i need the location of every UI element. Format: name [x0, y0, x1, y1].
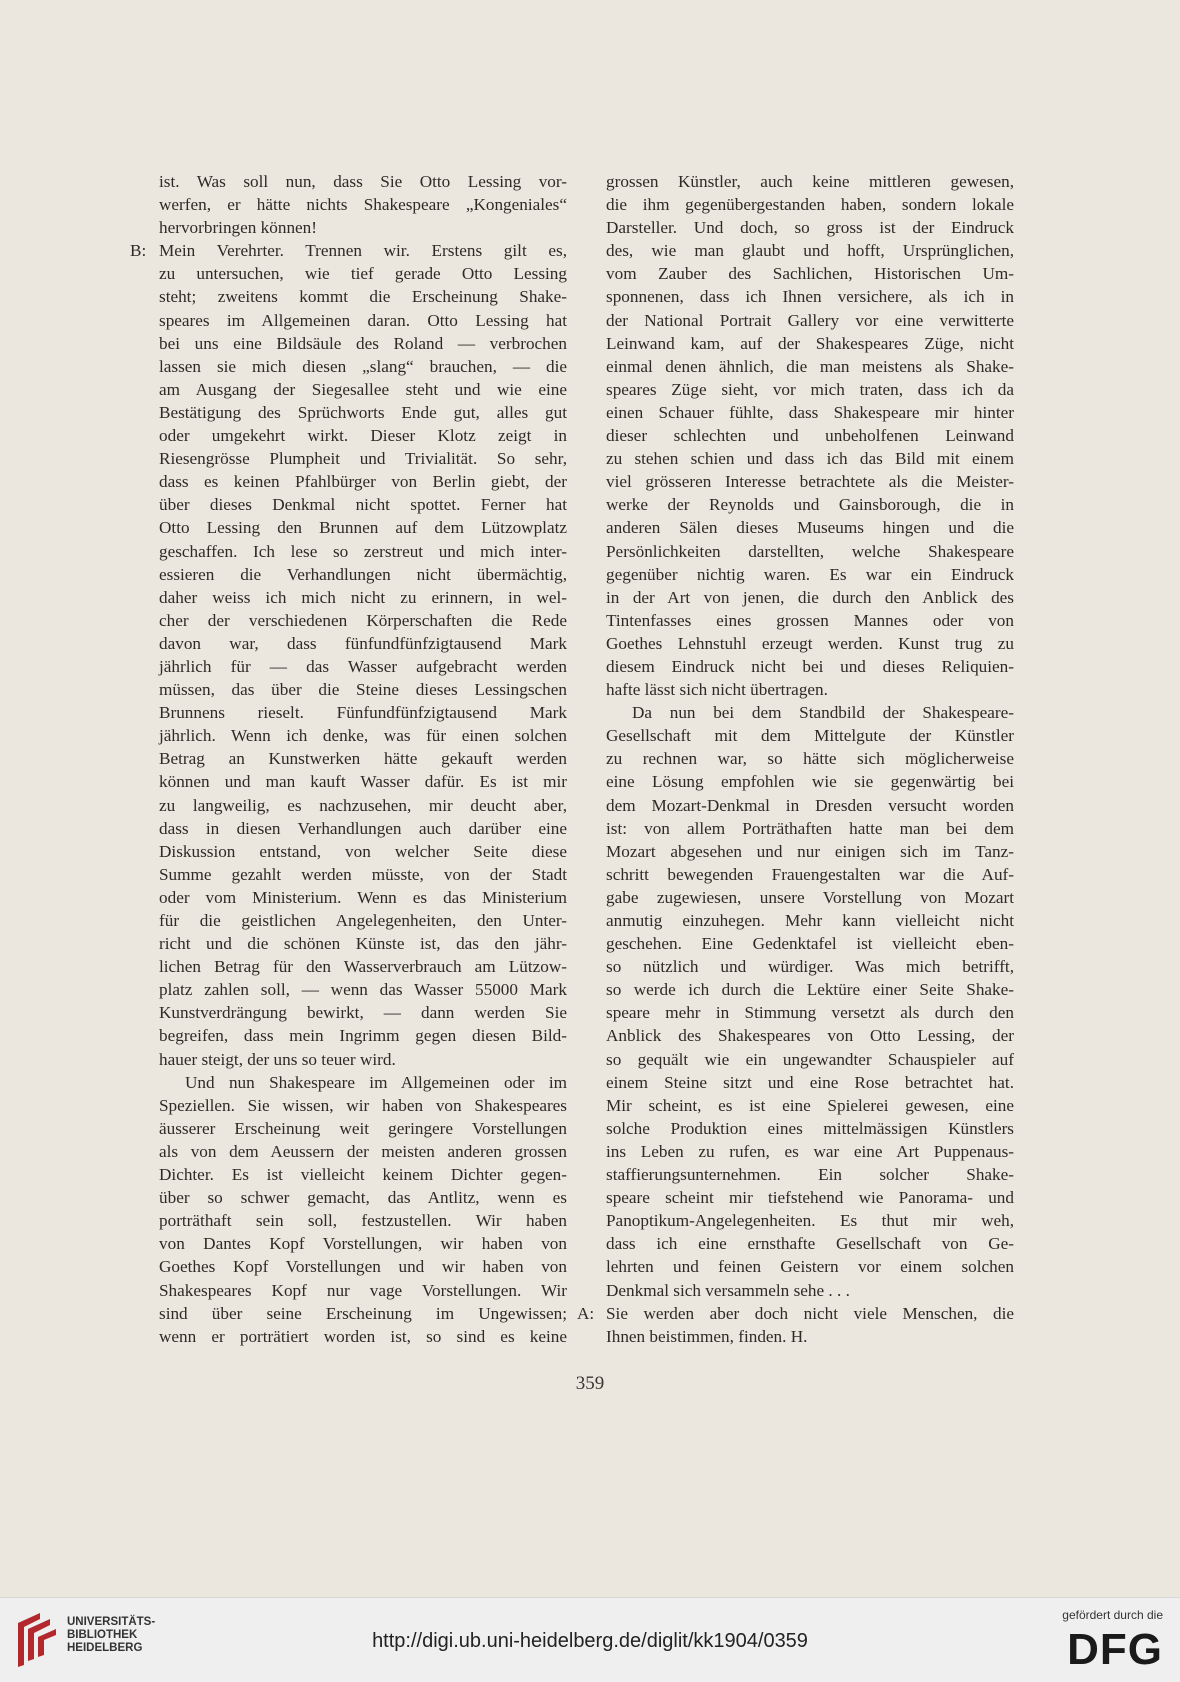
- text-line-content: in der Art von jenen, die durch den Anblick des: [606, 587, 1014, 607]
- text-line-content: zu langweilig, es nachzusehen, mir deucht aber,: [159, 795, 567, 815]
- text-line: [159, 909, 567, 932]
- text-line: [159, 563, 567, 586]
- text-line: [606, 1001, 1014, 1024]
- funding-note: gefördert durch die: [1062, 1608, 1163, 1622]
- text-line-content: einmal denen ähnlich, die man meistens als Shake-: [606, 356, 1014, 376]
- text-line: [159, 285, 567, 308]
- text-line: [159, 1094, 567, 1117]
- text-line-content: so nützlich und würdiger. Was mich betrifft,: [606, 957, 1014, 977]
- text-line-content: oder vom Ministerium. Wenn es das Ministerium: [159, 887, 567, 907]
- text-line-content: der National Portrait Gallery vor eine verwitterte: [606, 310, 1014, 330]
- text-line-content: des, wie man glaubt und hofft, Ursprünglichen,: [606, 241, 1014, 261]
- text-line: [606, 470, 1014, 493]
- text-line-content: richt und die schönen Künste ist, das den jähr-: [159, 934, 567, 954]
- text-line-content: vom Zauber des Sachlichen, Historischen Um-: [606, 264, 1014, 284]
- text-line: [606, 863, 1014, 886]
- text-line-content: über so schwer gemacht, das Antlitz, wenn es: [159, 1188, 567, 1208]
- text-line: [606, 447, 1014, 470]
- text-line: [159, 355, 567, 378]
- text-line-content: hauer steigt, der uns so teuer wird.: [159, 1049, 396, 1069]
- text-line: [606, 1048, 1014, 1071]
- text-line-content: oder umgekehrt wirkt. Dieser Klotz zeigt in: [159, 426, 567, 446]
- text-line: [159, 216, 567, 239]
- text-line: [606, 1071, 1014, 1094]
- text-line-content: speares im Allgemeinen daran. Otto Lessing hat: [159, 310, 567, 330]
- text-line-content: cher der verschiedenen Körperschaften die Rede: [159, 610, 567, 630]
- text-line-content: grossen Künstler, auch keine mittleren gewesen,: [606, 172, 1014, 191]
- text-line: [159, 840, 567, 863]
- text-line: [159, 1255, 567, 1278]
- text-line-content: daher weiss ich mich nicht zu erinnern, in wel-: [159, 587, 567, 607]
- text-line: [159, 632, 567, 655]
- speaker-label: A:: [577, 1303, 595, 1323]
- text-line: [606, 262, 1014, 285]
- text-line: [159, 817, 567, 840]
- text-line-content: Sie werden aber doch nicht viele Menschen, die: [606, 1303, 1014, 1323]
- text-line: [159, 747, 567, 770]
- left-text-column: [130, 170, 567, 1348]
- text-line-content: lassen sie mich diesen „slang“ brauchen, — die: [159, 356, 567, 376]
- text-line: [606, 1163, 1014, 1186]
- text-line-content: hervorbringen können!: [159, 218, 317, 238]
- speaker-label: B:: [130, 241, 147, 261]
- text-line-content: Darsteller. Und doch, so gross ist der Eindruck: [606, 218, 1014, 238]
- text-line-content: essieren die Verhandlungen nicht übermächtig,: [159, 564, 567, 584]
- text-line: [159, 193, 567, 216]
- text-line-content: Dichter. Es ist vielleicht keinem Dichter gegen-: [159, 1165, 567, 1185]
- text-line-content: Anblick des Shakespeares von Otto Lessing, der: [606, 1026, 1014, 1046]
- text-line: [159, 540, 567, 563]
- text-line-content: so gequält wie ein ungewandter Schauspieler auf: [606, 1049, 1014, 1069]
- text-line-content: hafte lässt sich nicht übertragen.: [606, 680, 828, 700]
- text-line: [159, 701, 567, 724]
- text-line-content: lichen Betrag für den Wasserverbrauch am Lützow-: [159, 957, 567, 977]
- text-line: [606, 770, 1014, 793]
- text-line: [159, 1232, 567, 1255]
- text-line-content: Panoptikum-Angelegenheiten. Es thut mir weh,: [606, 1211, 1014, 1231]
- text-line-content: Mozart abgesehen und nur einigen sich im Tanz-: [606, 841, 1014, 861]
- text-line: [606, 332, 1014, 355]
- text-line: [606, 1140, 1014, 1163]
- text-line-content: zu stehen schien und dass ich das Bild mit einem: [606, 449, 1014, 469]
- text-line: [606, 655, 1014, 678]
- text-line-content: zu untersuchen, wie tief gerade Otto Lessing: [159, 264, 567, 284]
- text-line-content: lehrten und feinen Geistern vor einem solchen: [606, 1257, 1014, 1277]
- text-line-content: für die geistlichen Angelegenheiten, den Unter-: [159, 911, 567, 930]
- text-line: [606, 886, 1014, 909]
- text-line-content: dass ich eine ernsthafte Gesellschaft von Ge-: [606, 1234, 1014, 1254]
- text-line: [606, 1325, 1014, 1348]
- page-number: 359: [575, 1373, 605, 1394]
- text-line-content: dieser schlechten und unbeholfenen Leinwand: [606, 426, 1014, 446]
- text-line-content: davon war, dass fünfundfünfzigtausend Mark: [159, 633, 567, 653]
- text-line-content: schritt bewegenden Frauengestalten war die Auf-: [606, 864, 1014, 884]
- text-line-content: Denkmal sich versammeln sehe . . .: [606, 1280, 850, 1300]
- text-line-content: Leinwand kam, auf der Shakespeares Züge, nicht: [606, 333, 1014, 353]
- text-line-content: Brunnens rieselt. Fünfundfünfzigtausend Mark: [159, 703, 567, 723]
- library-name-line-1: UNIVERSITÄTS-: [67, 1616, 156, 1628]
- text-line: [159, 863, 567, 886]
- text-line-content: sponnenen, dass ich Ihnen versichere, als ich in: [606, 287, 1014, 307]
- text-line: [577, 1302, 1014, 1325]
- text-line: [159, 401, 567, 424]
- text-line-content: werfen, er hätte nichts Shakespeare „Kongeniales“: [159, 195, 567, 215]
- text-line: [606, 1186, 1014, 1209]
- text-line: [159, 1001, 567, 1024]
- text-line-content: von Dantes Kopf Vorstellungen, wir haben von: [159, 1234, 567, 1254]
- text-line: [606, 701, 1014, 724]
- text-line: [606, 309, 1014, 332]
- text-line-content: äusserer Erscheinung weit geringere Vorstellungen: [159, 1118, 567, 1138]
- text-line: [606, 193, 1014, 216]
- text-line: [159, 955, 567, 978]
- text-line: [606, 632, 1014, 655]
- text-line: [159, 1163, 567, 1186]
- text-line: [159, 978, 567, 1001]
- text-line: [159, 886, 567, 909]
- text-line-content: so werde ich durch die Lektüre einer Seite Shake-: [606, 980, 1014, 1000]
- text-line: [606, 1024, 1014, 1047]
- text-line-content: Persönlichkeiten darstellten, welche Shakespeare: [606, 541, 1014, 561]
- text-line: [159, 262, 567, 285]
- text-line-content: Da nun bei dem Standbild der Shakespeare-: [632, 703, 1014, 723]
- text-line: [159, 1024, 567, 1047]
- text-line: [159, 1279, 567, 1302]
- text-line-content: Shakespeares Kopf nur vage Vorstellungen. Wir: [159, 1280, 567, 1300]
- text-line: [606, 378, 1014, 401]
- text-line-content: ist. Was soll nun, dass Sie Otto Lessing vor-: [159, 172, 567, 191]
- text-line: [606, 609, 1014, 632]
- text-line-content: Goethes Kopf Vorstellungen und wir haben von: [159, 1257, 567, 1277]
- text-line-content: müssen, das über die Steine dieses Lessingschen: [159, 680, 567, 700]
- permalink-url[interactable]: http://digi.ub.uni-heidelberg.de/diglit/kk1904/0359: [372, 1630, 808, 1652]
- text-line-content: können und man kauft Wasser dafür. Es ist mir: [159, 772, 567, 792]
- text-line-content: Ihnen beistimmen, finden. H.: [606, 1326, 808, 1346]
- text-line: [606, 909, 1014, 932]
- text-line-content: Und nun Shakespeare im Allgemeinen oder im: [185, 1072, 567, 1092]
- text-line: [159, 1209, 567, 1232]
- text-line-content: einen Schauer fühlte, dass Shakespeare mir hinter: [606, 402, 1014, 422]
- text-line: [130, 239, 567, 262]
- text-line: [159, 1302, 567, 1325]
- text-line: [606, 955, 1014, 978]
- text-line-content: speare mehr in Stimmung versetzt als durch den: [606, 1003, 1014, 1023]
- text-line-content: gabe zugewiesen, unsere Vorstellung von Mozart: [606, 887, 1014, 907]
- text-line: [606, 678, 1014, 701]
- text-line: [159, 1186, 567, 1209]
- text-line: [606, 401, 1014, 424]
- text-line-content: solche Produktion eines mittelmässigen Künstlers: [606, 1118, 1014, 1138]
- text-line-content: einem Steine sitzt und eine Rose betrachtet hat.: [606, 1072, 1014, 1092]
- text-line: [159, 470, 567, 493]
- text-line: [159, 170, 567, 193]
- text-line-content: staffierungsunternehmen. Ein solcher Shake-: [606, 1165, 1014, 1185]
- text-line: [159, 493, 567, 516]
- text-line-content: diesem Eindruck nicht bei und dieses Reliquien-: [606, 656, 1014, 676]
- text-line: [159, 332, 567, 355]
- text-line: [606, 817, 1014, 840]
- text-line: [159, 1325, 567, 1348]
- text-line-content: dass in diesen Verhandlungen auch darüber eine: [159, 818, 567, 838]
- text-line-content: viel grösseren Interesse betrachtete als die Meister-: [606, 472, 1014, 492]
- text-line-content: sind über seine Erscheinung im Ungewissen;: [159, 1303, 567, 1323]
- text-line-content: porträthaft sein soll, festzustellen. Wir haben: [159, 1211, 567, 1231]
- text-line: [606, 516, 1014, 539]
- text-line-content: wenn er porträtiert worden ist, so sind es keine: [159, 1326, 567, 1346]
- text-line: [606, 794, 1014, 817]
- text-line-content: geschehen. Eine Gedenktafel ist vielleicht eben-: [606, 934, 1014, 954]
- text-line-content: Bestätigung des Sprüchworts Ende gut, alles gut: [159, 402, 567, 422]
- text-line-content: speare scheint mir tiefstehend wie Panorama- und: [606, 1188, 1014, 1208]
- text-line: [606, 355, 1014, 378]
- text-line: [606, 493, 1014, 516]
- text-line: [606, 563, 1014, 586]
- text-line: [606, 1209, 1014, 1232]
- text-line: [606, 840, 1014, 863]
- text-line-content: Kunstverdrängung bewirkt, — dann werden Sie: [159, 1003, 567, 1023]
- text-line-content: Summe gezahlt werden müsste, von der Stadt: [159, 864, 567, 884]
- text-line: [606, 978, 1014, 1001]
- text-line: [159, 932, 567, 955]
- text-line-content: jährlich. Wenn ich denke, was für einen solchen: [159, 726, 567, 746]
- text-line: [159, 378, 567, 401]
- text-line: [606, 424, 1014, 447]
- text-line: [159, 447, 567, 470]
- text-line: [606, 216, 1014, 239]
- text-line: [606, 932, 1014, 955]
- viewer-footer: [0, 1597, 1180, 1682]
- text-line-content: Otto Lessing den Brunnen auf dem Lützowplatz: [159, 518, 567, 538]
- text-line: [606, 747, 1014, 770]
- text-line: [159, 724, 567, 747]
- text-line: [606, 1255, 1014, 1278]
- text-line: [606, 586, 1014, 609]
- text-line-content: Betrag an Kunstwerken hätte gekauft werden: [159, 749, 567, 769]
- text-line: [159, 424, 567, 447]
- text-line-content: anmutig einzuhegen. Mehr kann vielleicht nicht: [606, 911, 1014, 930]
- right-text-column: [577, 170, 1014, 1348]
- text-line: [159, 678, 567, 701]
- library-name-line-2: BIBLIOTHEK: [67, 1629, 138, 1641]
- text-line: [606, 540, 1014, 563]
- text-line-content: Gesellschaft mit dem Mittelgute der Künstler: [606, 726, 1014, 746]
- text-line: [159, 1140, 567, 1163]
- text-line-content: geschaffen. Ich lese so zerstreut und mich inter-: [159, 541, 567, 561]
- text-line: [159, 609, 567, 632]
- text-line: [159, 1117, 567, 1140]
- text-line-content: bei uns eine Bildsäule des Roland — verbrochen: [159, 333, 567, 353]
- text-line: [159, 655, 567, 678]
- text-line: [606, 1279, 1014, 1302]
- text-line-content: Tintenfasses eines grossen Mannes oder von: [606, 610, 1014, 630]
- text-line-content: steht; zweitens kommt die Erscheinung Shake-: [159, 287, 567, 307]
- text-line-content: Riesengrösse Plumpheit und Trivialität. So sehr,: [159, 449, 567, 469]
- text-line-content: speares Züge sieht, vor mich traten, dass ich da: [606, 379, 1014, 399]
- text-line: [606, 724, 1014, 747]
- text-line-content: über dieses Denkmal nicht spottet. Ferner hat: [159, 495, 567, 515]
- text-line: [159, 1048, 567, 1071]
- text-line: [606, 285, 1014, 308]
- text-line-content: anderen Sälen dieses Museums hingen und die: [606, 518, 1014, 538]
- text-line: [606, 1117, 1014, 1140]
- text-line-content: ins Leben zu rufen, es war eine Art Puppenaus-: [606, 1141, 1014, 1161]
- text-line: [159, 770, 567, 793]
- text-line: [159, 586, 567, 609]
- text-line: [159, 309, 567, 332]
- text-line-content: Goethes Lehnstuhl erzeugt werden. Kunst trug zu: [606, 633, 1014, 653]
- text-line-content: die ihm gegenübergestanden haben, sondern lokale: [606, 195, 1014, 215]
- text-line: [159, 794, 567, 817]
- text-line-content: gegenüber nichtig waren. Es war ein Eindruck: [606, 564, 1014, 584]
- text-line-content: jährlich für — das Wasser aufgebracht werden: [159, 656, 567, 676]
- text-line-content: werke der Reynolds und Gainsborough, die in: [606, 495, 1014, 515]
- text-line: [606, 239, 1014, 262]
- text-line-content: dem Mozart-Denkmal in Dresden versucht worden: [606, 795, 1014, 815]
- text-line-content: zu rechnen war, so hätte sich möglicherweise: [606, 749, 1014, 769]
- library-name-line-3: HEIDELBERG: [67, 1642, 143, 1654]
- text-line-content: ist: von allem Porträthaften hatte man bei dem: [606, 818, 1014, 838]
- text-line-content: dass es keinen Pfahlbürger von Berlin giebt, der: [159, 472, 567, 492]
- text-line-content: am Ausgang der Siegesallee steht und wie eine: [159, 379, 567, 399]
- text-line-content: Mein Verehrter. Trennen wir. Erstens gilt es,: [159, 241, 567, 261]
- text-line-content: Diskussion entstand, von welcher Seite diese: [159, 841, 567, 861]
- text-line: [606, 1094, 1014, 1117]
- dfg-logo: DFG: [1067, 1625, 1163, 1674]
- text-line: [606, 1232, 1014, 1255]
- text-line-content: begreifen, dass mein Ingrimm gegen diesen Bild-: [159, 1026, 567, 1046]
- text-line-content: Mir scheint, es ist eine Spielerei gewesen, eine: [606, 1095, 1014, 1115]
- text-line: [606, 170, 1014, 193]
- text-line-content: platz zahlen soll, — wenn das Wasser 55000 Mark: [159, 980, 567, 1000]
- text-line-content: Speziellen. Sie wissen, wir haben von Shakespeares: [159, 1095, 567, 1115]
- text-line: [159, 1071, 567, 1094]
- text-line: [159, 516, 567, 539]
- text-line-content: als von dem Aeussern der meisten anderen grossen: [159, 1141, 567, 1161]
- text-line-content: eine Lösung empfohlen wie sie gegenwärtig bei: [606, 772, 1014, 792]
